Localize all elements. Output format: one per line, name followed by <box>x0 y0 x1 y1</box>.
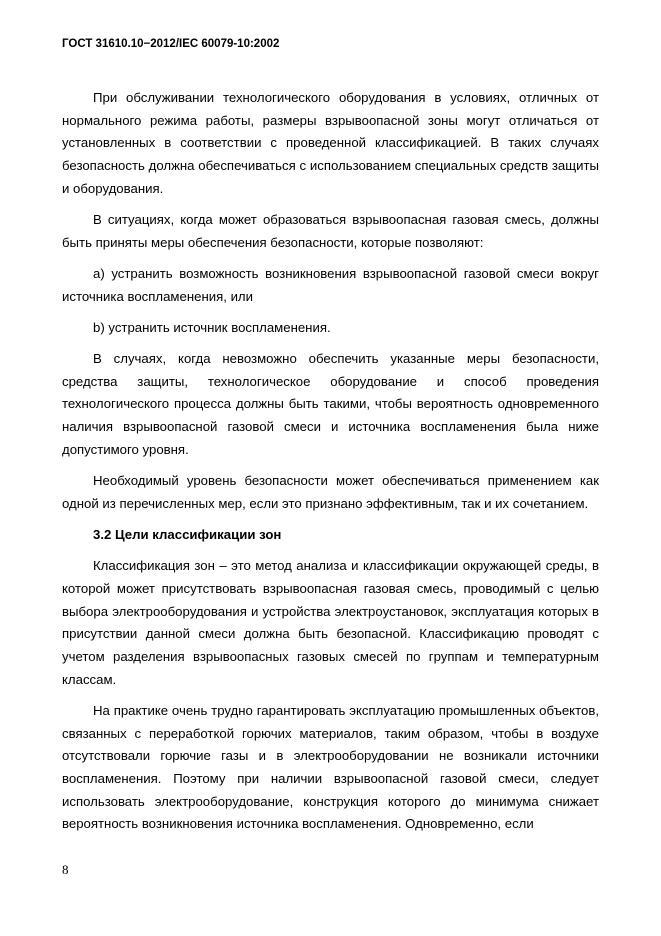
paragraph: В ситуациях, когда может образоваться взрывоопасная газовая смесь, должны быть приняты меры обеспечения безопасности, которые позволяют: <box>62 212 599 250</box>
paragraph: На практике очень трудно гарантировать эксплуатацию промышленных объектов, связанных с переработкой горючих материалов, таким образом, чтобы в воздухе отсутствовали горючие газы и в электрооборудовании не возникали источники воспламенения. Поэтому при наличии взрывоопасной газовой смеси, следует использовать электрооборудование, конструкция которого до минимума снижает вероятность возникновения источника воспламенения. Одновременно, если <box>62 702 599 832</box>
paragraph: В случаях, когда невозможно обеспечить указанные меры безопасности, средства защиты, технологическое оборудование и способ проведения технологического процесса должны быть такими, чтобы вероятность одновременного наличия взрывоопасной газовой смеси и источника воспламенения была ниже допустимого уровня. <box>62 351 599 457</box>
paragraph: При обслуживании технологического оборудования в условиях, отличных от нормального режима работы, размеры взрывоопасной зоны могут отличаться от установленных в соответствии с проведенной классификацией. В таких случаях безопасность должна обеспечиваться с использованием специальных средств защиты и оборудования. <box>62 90 599 196</box>
document-body <box>62 87 599 845</box>
list-item: a) устранить возможность возникновения взрывоопасной газовой смеси вокруг источника воспламенения, или <box>62 265 599 304</box>
document-header: ГОСТ 31610.10−2012/IEC 60079-10:2002 <box>62 38 280 50</box>
page-number: 8 <box>62 862 69 877</box>
section-heading: 3.2 Цели классификации зон <box>93 526 282 542</box>
paragraph: Классификация зон – это метод анализа и классификации окружающей среды, в которой может присутствовать взрывоопасная газовая смесь, проводимый с целью выбора электрооборудования и устройства электроустановок, эксплуатация которых в присутствии данной смеси должна быть безопасной. Классификацию проводят с учетом разделения взрывоопасных газовых смесей по группам и температурным классам. <box>62 558 599 687</box>
paragraph: Необходимый уровень безопасности может обеспечиваться применением как одной из перечисленных мер, если это признано эффективным, так и их сочетанием. <box>62 473 599 511</box>
list-item: b) устранить источник воспламенения. <box>93 319 331 335</box>
